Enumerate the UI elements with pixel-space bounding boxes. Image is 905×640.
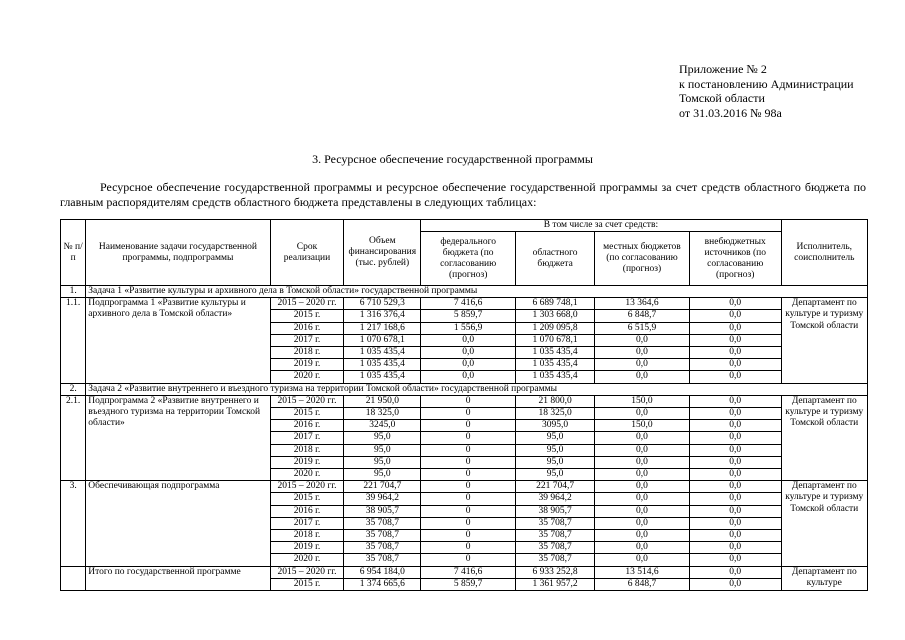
- local-cell: 150,0: [595, 395, 690, 407]
- table-row: [61, 566, 868, 578]
- appendix-line-3: Томской области: [679, 91, 765, 105]
- federal-cell: 0: [421, 481, 516, 493]
- extra-cell: 0,0: [689, 517, 781, 529]
- federal-cell: 0: [421, 530, 516, 542]
- task-number: 1.: [61, 286, 86, 298]
- period-cell: 2017 г.: [270, 517, 344, 529]
- task-number: 2.: [61, 383, 86, 395]
- regional-cell: 39 964,2: [516, 493, 595, 505]
- period-cell: 2020 г.: [270, 371, 344, 383]
- volume-cell: 21 950,0: [344, 395, 421, 407]
- extra-cell: 0,0: [689, 347, 781, 359]
- regional-cell: 35 708,7: [516, 554, 595, 566]
- federal-cell: 7 416,6: [421, 566, 516, 578]
- extra-cell: 0,0: [689, 395, 781, 407]
- local-cell: 0,0: [595, 456, 690, 468]
- volume-cell: 95,0: [344, 456, 421, 468]
- item-number: 3.: [61, 481, 86, 566]
- extra-cell: 0,0: [689, 310, 781, 322]
- period-cell: 2020 г.: [270, 554, 344, 566]
- table-row: [61, 481, 868, 493]
- federal-cell: 0: [421, 395, 516, 407]
- regional-cell: 38 905,7: [516, 505, 595, 517]
- volume-cell: 221 704,7: [344, 481, 421, 493]
- volume-cell: 1 374 665,6: [344, 578, 421, 590]
- period-cell: 2015 г.: [270, 408, 344, 420]
- volume-cell: 1 035 435,4: [344, 347, 421, 359]
- extra-cell: 0,0: [689, 420, 781, 432]
- local-cell: 13 514,6: [595, 566, 690, 578]
- local-cell: 0,0: [595, 505, 690, 517]
- regional-cell: 1 303 668,0: [516, 310, 595, 322]
- volume-cell: 1 035 435,4: [344, 359, 421, 371]
- item-number: [61, 566, 86, 590]
- item-name: Подпрограмма 2 «Развитие внутреннего и въездного туризма на территории Томской области»: [86, 395, 270, 480]
- header-local: местных бюджетов (по согласованию (прогноз): [595, 232, 690, 286]
- task-row: [61, 286, 868, 298]
- appendix-line-4: от 31.03.2016 № 98а: [679, 105, 782, 120]
- regional-cell: 6 689 748,1: [516, 298, 595, 310]
- item-name: Подпрограмма 1 «Развитие культуры и архивного дела в Томской области»: [86, 298, 270, 383]
- volume-cell: 35 708,7: [344, 517, 421, 529]
- volume-cell: 1 070 678,1: [344, 334, 421, 346]
- local-cell: 0,0: [595, 359, 690, 371]
- local-cell: 0,0: [595, 493, 690, 505]
- local-cell: 0,0: [595, 481, 690, 493]
- extra-cell: 0,0: [689, 359, 781, 371]
- period-cell: 2018 г.: [270, 530, 344, 542]
- regional-cell: 95,0: [516, 456, 595, 468]
- regional-cell: 95,0: [516, 469, 595, 481]
- regional-cell: 21 800,0: [516, 395, 595, 407]
- volume-cell: 18 325,0: [344, 408, 421, 420]
- volume-cell: 95,0: [344, 469, 421, 481]
- period-cell: 2015 – 2020 гг.: [270, 395, 344, 407]
- local-cell: 6 848,7: [595, 578, 690, 590]
- executor-cell: Департамент по культуре и туризму Томской области: [781, 481, 867, 566]
- extra-cell: 0,0: [689, 456, 781, 468]
- local-cell: 0,0: [595, 444, 690, 456]
- volume-cell: 1 035 435,4: [344, 371, 421, 383]
- period-cell: 2016 г.: [270, 322, 344, 334]
- local-cell: 0,0: [595, 371, 690, 383]
- item-name: Итого по государственной программе: [86, 566, 270, 590]
- federal-cell: 0: [421, 420, 516, 432]
- period-cell: 2015 – 2020 гг.: [270, 481, 344, 493]
- volume-cell: 95,0: [344, 444, 421, 456]
- regional-cell: 95,0: [516, 444, 595, 456]
- regional-cell: 18 325,0: [516, 408, 595, 420]
- header-executor: Исполнитель, соисполнитель: [781, 220, 867, 286]
- local-cell: 0,0: [595, 554, 690, 566]
- appendix-line-1: Приложение № 2: [679, 62, 767, 76]
- executor-cell: Департамент по культуре и туризму Томской области: [781, 298, 867, 383]
- local-cell: 150,0: [595, 420, 690, 432]
- extra-cell: 0,0: [689, 322, 781, 334]
- header-volume: Объем финансирования (тыс. рублей): [344, 220, 421, 286]
- regional-cell: 221 704,7: [516, 481, 595, 493]
- period-cell: 2015 – 2020 гг.: [270, 566, 344, 578]
- task-title: Задача 2 «Развитие внутреннего и въездного туризма на территории Томской области» государственной программы: [86, 383, 868, 395]
- regional-cell: 1 070 678,1: [516, 334, 595, 346]
- extra-cell: 0,0: [689, 542, 781, 554]
- federal-cell: 0: [421, 432, 516, 444]
- extra-cell: 0,0: [689, 530, 781, 542]
- period-cell: 2016 г.: [270, 505, 344, 517]
- header-extra: внебюджетных источников (по согласованию (прогноз): [689, 232, 781, 286]
- task-row: [61, 383, 868, 395]
- period-cell: 2016 г.: [270, 420, 344, 432]
- period-cell: 2019 г.: [270, 542, 344, 554]
- period-cell: 2018 г.: [270, 444, 344, 456]
- period-cell: 2019 г.: [270, 456, 344, 468]
- regional-cell: 1 035 435,4: [516, 347, 595, 359]
- local-cell: 6 515,9: [595, 322, 690, 334]
- period-cell: 2015 г.: [270, 493, 344, 505]
- local-cell: 0,0: [595, 517, 690, 529]
- extra-cell: 0,0: [689, 481, 781, 493]
- task-title: Задача 1 «Развитие культуры и архивного дела в Томской области» государственной программы: [86, 286, 868, 298]
- period-cell: 2015 г.: [270, 310, 344, 322]
- local-cell: 0,0: [595, 334, 690, 346]
- regional-cell: 95,0: [516, 432, 595, 444]
- extra-cell: 0,0: [689, 493, 781, 505]
- intro-paragraph: Ресурсное обеспечение государственной программы и ресурсное обеспечение государственной программы за счет средств областного бюджета по главным распорядителям средств областного бюджета представлены в следующих таблицах:: [60, 180, 866, 209]
- header-term: Срок реализации: [270, 220, 344, 286]
- local-cell: 0,0: [595, 530, 690, 542]
- period-cell: 2018 г.: [270, 347, 344, 359]
- appendix-header: [679, 62, 854, 120]
- extra-cell: 0,0: [689, 432, 781, 444]
- extra-cell: 0,0: [689, 371, 781, 383]
- item-number: 1.1.: [61, 298, 86, 383]
- extra-cell: 0,0: [689, 334, 781, 346]
- regional-cell: 3095,0: [516, 420, 595, 432]
- local-cell: 0,0: [595, 432, 690, 444]
- federal-cell: 0: [421, 554, 516, 566]
- local-cell: 0,0: [595, 542, 690, 554]
- federal-cell: 1 556,9: [421, 322, 516, 334]
- period-cell: 2017 г.: [270, 432, 344, 444]
- extra-cell: 0,0: [689, 469, 781, 481]
- item-number: 2.1.: [61, 395, 86, 480]
- regional-cell: 35 708,7: [516, 542, 595, 554]
- federal-cell: 0: [421, 408, 516, 420]
- local-cell: 0,0: [595, 408, 690, 420]
- volume-cell: 6 954 184,0: [344, 566, 421, 578]
- federal-cell: 0: [421, 444, 516, 456]
- volume-cell: 39 964,2: [344, 493, 421, 505]
- volume-cell: 35 708,7: [344, 530, 421, 542]
- federal-cell: 0,0: [421, 359, 516, 371]
- local-cell: 13 364,6: [595, 298, 690, 310]
- period-cell: 2015 г.: [270, 578, 344, 590]
- federal-cell: 5 859,7: [421, 310, 516, 322]
- executor-cell: Департамент по культуре: [781, 566, 867, 590]
- resource-table: [60, 219, 868, 591]
- volume-cell: 6 710 529,3: [344, 298, 421, 310]
- volume-cell: 35 708,7: [344, 542, 421, 554]
- federal-cell: 5 859,7: [421, 578, 516, 590]
- regional-cell: 1 035 435,4: [516, 359, 595, 371]
- regional-cell: 1 035 435,4: [516, 371, 595, 383]
- volume-cell: 1 217 168,6: [344, 322, 421, 334]
- regional-cell: 35 708,7: [516, 530, 595, 542]
- federal-cell: 0: [421, 493, 516, 505]
- item-name: Обеспечивающая подпрограмма: [86, 481, 270, 566]
- appendix-line-2: к постановлению Администрации: [679, 76, 854, 91]
- volume-cell: 95,0: [344, 432, 421, 444]
- extra-cell: 0,0: [689, 566, 781, 578]
- local-cell: 0,0: [595, 347, 690, 359]
- federal-cell: 0: [421, 517, 516, 529]
- extra-cell: 0,0: [689, 554, 781, 566]
- volume-cell: 38 905,7: [344, 505, 421, 517]
- regional-cell: 35 708,7: [516, 517, 595, 529]
- regional-cell: 1 361 957,2: [516, 578, 595, 590]
- period-cell: 2019 г.: [270, 359, 344, 371]
- header-num: № п/п: [61, 220, 86, 286]
- volume-cell: 3245,0: [344, 420, 421, 432]
- local-cell: 0,0: [595, 469, 690, 481]
- section-title: 3. Ресурсное обеспечение государственной программы: [312, 152, 593, 166]
- federal-cell: 0,0: [421, 371, 516, 383]
- header-name: Наименование задачи государственной программы, подпрограммы: [86, 220, 270, 286]
- volume-cell: 1 316 376,4: [344, 310, 421, 322]
- period-cell: 2020 г.: [270, 469, 344, 481]
- regional-cell: 6 933 252,8: [516, 566, 595, 578]
- volume-cell: 35 708,7: [344, 554, 421, 566]
- federal-cell: 0: [421, 469, 516, 481]
- extra-cell: 0,0: [689, 298, 781, 310]
- header-federal: федерального бюджета (по согласованию (прогноз): [421, 232, 516, 286]
- table-row: [61, 395, 868, 407]
- extra-cell: 0,0: [689, 505, 781, 517]
- regional-cell: 1 209 095,8: [516, 322, 595, 334]
- federal-cell: 0,0: [421, 334, 516, 346]
- federal-cell: 0: [421, 456, 516, 468]
- header-regional: областного бюджета: [516, 232, 595, 286]
- period-cell: 2015 – 2020 гг.: [270, 298, 344, 310]
- federal-cell: 0: [421, 505, 516, 517]
- extra-cell: 0,0: [689, 408, 781, 420]
- extra-cell: 0,0: [689, 578, 781, 590]
- federal-cell: 7 416,6: [421, 298, 516, 310]
- header-including: В том числе за счет средств:: [421, 220, 781, 232]
- period-cell: 2017 г.: [270, 334, 344, 346]
- table-row: [61, 298, 868, 310]
- federal-cell: 0: [421, 542, 516, 554]
- executor-cell: Департамент по культуре и туризму Томской области: [781, 395, 867, 480]
- local-cell: 6 848,7: [595, 310, 690, 322]
- extra-cell: 0,0: [689, 444, 781, 456]
- federal-cell: 0,0: [421, 347, 516, 359]
